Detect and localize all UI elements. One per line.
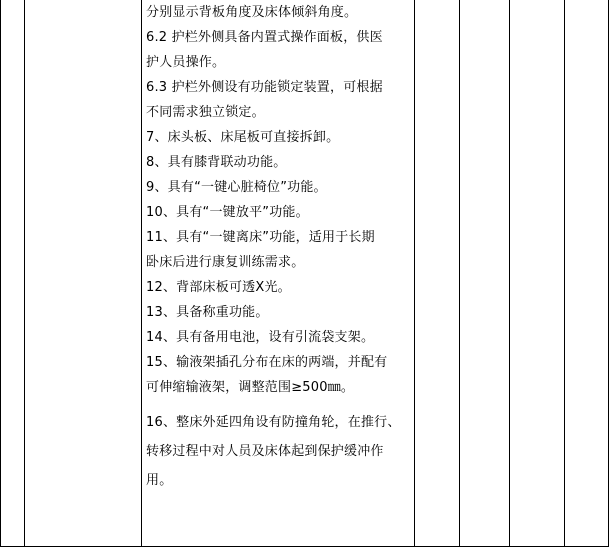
quantity-cell [415, 0, 460, 547]
spec-line: 15、输液架插孔分布在床的两端，并配有 [146, 355, 388, 370]
spec-line: 9、具有“一键心脏椅位”功能。 [146, 180, 327, 195]
spec-line: 用。 [146, 473, 173, 488]
spec-line: 8、具有膝背联动功能。 [146, 155, 287, 170]
item-name-cell [25, 0, 142, 547]
spec-line: 13、具备称重功能。 [146, 305, 269, 320]
spec-line: 分别显示背板角度及床体倾斜角度。 [146, 5, 358, 20]
spec-line: 卧床后进行康复训练需求。 [146, 255, 305, 270]
spec-content-cell [142, 0, 415, 547]
spec-line: 6.2 护栏外侧具备内置式操作面板，供医 [146, 30, 383, 45]
spec-line: 12、背部床板可透X光。 [146, 280, 291, 295]
remark-cell [565, 0, 609, 547]
spec-line: 6.3 护栏外侧设有功能锁定装置，可根据 [146, 80, 383, 95]
price-cell [510, 0, 565, 547]
unit-cell [460, 0, 510, 547]
spec-line: 护人员操作。 [146, 55, 226, 70]
spec-line: 14、具有备用电池，设有引流袋支架。 [146, 330, 375, 345]
table-row [1, 0, 609, 547]
spec-line: 7、床头板、床尾板可直接拆卸。 [146, 130, 340, 145]
spec-line: 11、具有“一键离床”功能，适用于长期 [146, 230, 375, 245]
line-gap [146, 400, 414, 408]
spec-line: 10、具有“一键放平”功能。 [146, 205, 309, 220]
spec-line: 16、整床外延四角设有防撞角轮，在推行、 [146, 415, 401, 430]
spec-line: 不同需求独立锁定。 [146, 105, 265, 120]
spec-line: 可伸缩输液架，调整范围≥500㎜。 [146, 380, 355, 395]
spec-line: 转移过程中对人员及床体起到保护缓冲作 [146, 444, 384, 459]
index-cell [1, 0, 25, 547]
